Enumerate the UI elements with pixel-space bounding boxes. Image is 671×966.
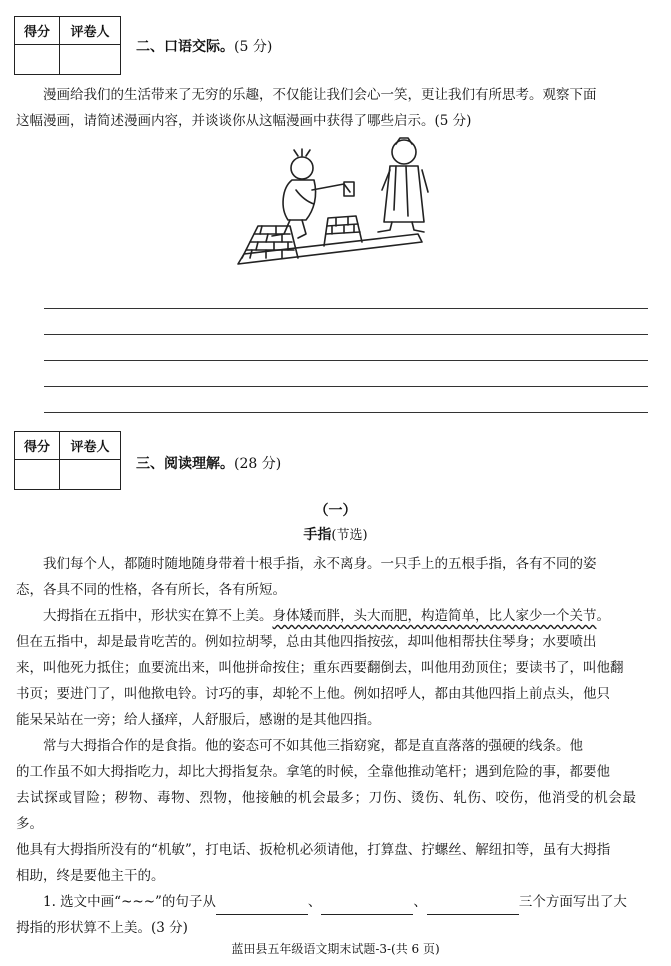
text-line: 的工作虽不如大拇指吃力，却比大拇指复杂。拿笔的时候，全靠他推动笔杆；遇到危险的事，都要他 [16,764,610,780]
score-box-section3 [14,431,121,490]
text-line: 相助，终是要他主干的。 [16,868,165,884]
grader-cell[interactable] [60,45,121,75]
text-line: 能呆呆站在一旁；给人搔痒，人舒服后，感谢的是其他四指。 [16,712,381,728]
wavy-underlined-sentence: 身体矮而胖，头大而肥，构造简单，比人家少一个关节 [272,608,597,624]
text-line: 来，叫他死力抵住；血要流出来，叫他拼命按住；重东西要翻倒去，叫他用劲顶住；要读书了，叫他翻 [16,660,624,676]
text-line: 他具有大拇指所没有的“机敏”，打电话、扳枪机必须请他，打算盘、拧螺丝、解纽扣等，虽有大拇指 [16,842,611,858]
answer-line[interactable] [44,308,648,309]
section2-heading [136,36,272,56]
answer-blank[interactable] [216,896,308,915]
section2-title: 二、口语交际。 [136,39,234,55]
separator: 、 [307,894,322,910]
question-line: 拇指的形状算不上美。(3 分) [16,920,188,936]
section3-heading [136,453,281,473]
text-line: 书页；要进门了，叫他揿电铃。讨巧的事，却轮不上他。例如招呼人，都由其他四指上前点头，他只 [16,686,610,702]
text-segment: 。 [596,608,610,624]
text-line: 但在五指中，却是最肯吃苦的。例如拉胡琴，总由其他四指按弦，却叫他相帮扶住琴身；水要喷出 [16,634,597,650]
question-text: 三个方面写出了大 [518,894,627,910]
grader-label: 评卷人 [60,17,121,45]
score-box-section2 [14,16,121,75]
section3-title: 三、阅读理解。 [136,456,234,472]
prompt-line: 这幅漫画，请简述漫画内容，并谈谈你从这幅漫画中获得了哪些启示。(5 分) [16,113,472,129]
answer-blank[interactable] [427,896,519,915]
section2-points: (5 分) [234,39,273,55]
text-line: 常与大拇指合作的是食指。他的姿态可不如其他三指窈窕，都是直直落落的强硬的线条。他 [43,738,583,754]
article-title: 手指 [303,527,332,543]
score-cell[interactable] [15,45,60,75]
grader-cell[interactable] [60,460,121,490]
question-text: ”的句子从 [155,894,216,910]
text-line: 去试探或冒险；秽物、毒物、烈物，他接触的机会最多；刀伤、烫伤、轧伤、咬伤，他消受的机会最多。 [16,790,636,832]
grader-label: 评卷人 [60,432,121,460]
text-segment: 大拇指在五指中，形状实在算不上美。 [43,608,273,624]
article-body [16,551,636,941]
article-note: (节选) [331,528,368,543]
page-footer: 蓝田县五年级语文期末试题-3-(共 6 页) [231,942,440,956]
article-heading [0,524,671,544]
section3-points: (28 分) [234,456,282,472]
score-label: 得分 [15,17,60,45]
text-line [16,603,636,629]
score-cell[interactable] [15,460,60,490]
answer-line[interactable] [44,360,648,361]
answer-blank[interactable] [321,896,413,915]
separator: 、 [413,894,427,910]
section2-prompt [16,82,636,134]
question-text: 1. 选文中画“ [43,894,122,910]
part-heading: （一） [314,503,357,519]
answer-line[interactable] [44,412,648,413]
prompt-line: 漫画给我们的生活带来了无穷的乐趣，不仅能让我们会心一笑，更让我们有所思考。观察下面 [43,87,597,103]
text-line: 态，各具不同的性格，各有所长，各有所短。 [16,582,286,598]
question-1 [16,889,636,915]
answer-line[interactable] [44,334,648,335]
cartoon-image [232,130,432,278]
answer-line[interactable] [44,386,648,387]
score-label: 得分 [15,432,60,460]
text-line: 我们每个人，都随时随地随身带着十根手指，永不离身。一只手上的五根手指，各有不同的姿 [43,556,597,572]
wavy-mark: ~~~ [121,894,156,910]
